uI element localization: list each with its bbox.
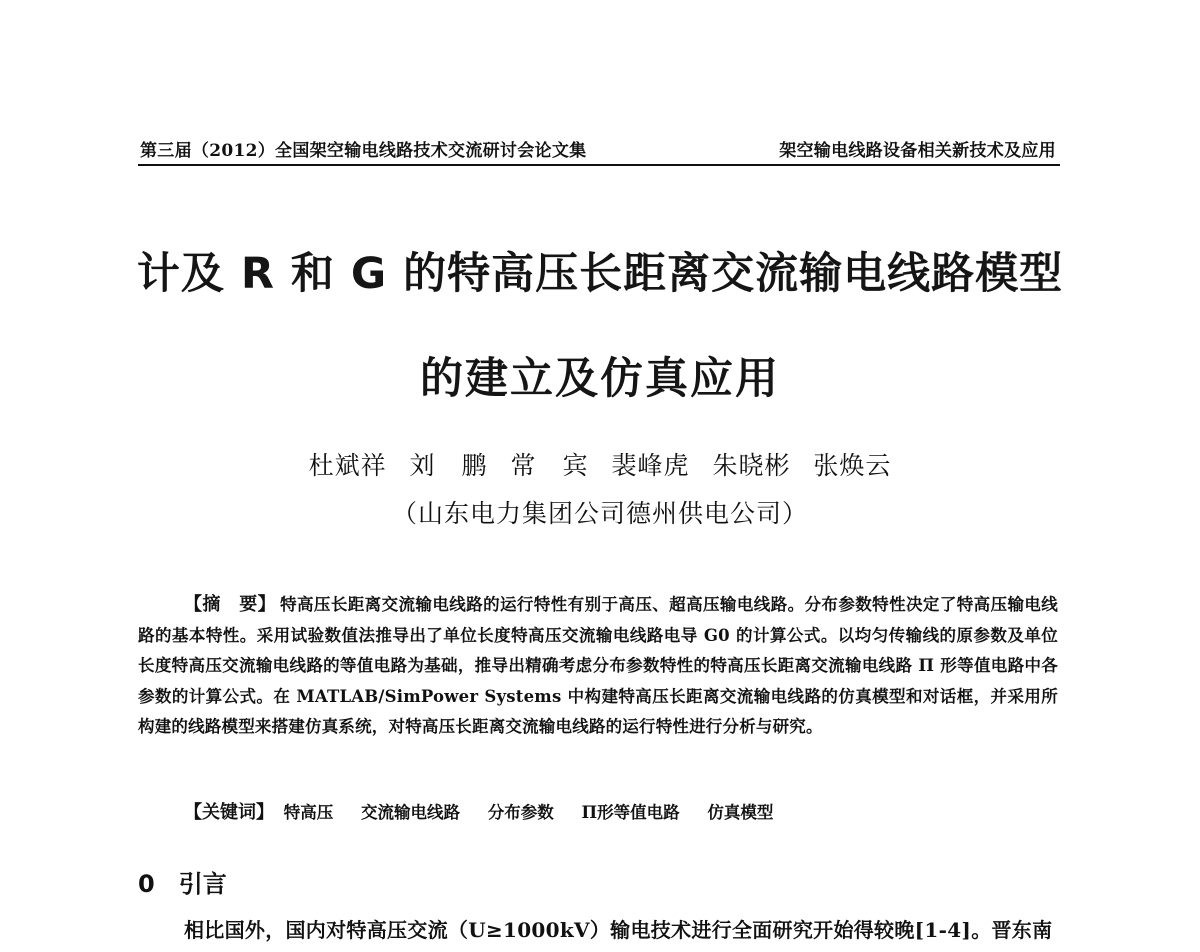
keyword: 交流输电线路 — [361, 803, 460, 822]
affiliation: （山东电力集团公司德州供电公司） — [391, 499, 808, 528]
section-heading — [138, 864, 227, 899]
author: 裴峰虎 — [611, 451, 690, 480]
body-paragraph: 相比国外，国内对特高压交流（U≥1000kV）输电技术进行全面研究开始得较晚[1-4]。晋东南 — [184, 918, 1053, 942]
keywords — [184, 798, 1064, 824]
keyword: 分布参数 — [487, 803, 554, 822]
author-list — [0, 446, 1200, 482]
keyword: 特高压 — [283, 803, 334, 822]
running-head — [138, 134, 1060, 166]
running-head-left: 第三届（2012）全国架空输电线路技术交流研讨会论文集 — [140, 141, 587, 161]
paper-title-line-1: 计及 R 和 G 的特高压长距离交流输电线路模型 — [136, 249, 1064, 299]
author: 刘 鹏 — [409, 451, 488, 480]
abstract — [138, 590, 1058, 743]
keywords-label: 【关键词】 — [184, 802, 274, 823]
keyword: Π形等值电路 — [581, 803, 680, 822]
author: 常 宾 — [510, 451, 589, 480]
author: 朱晓彬 — [712, 451, 791, 480]
abstract-text: 特高压长距离交流输电线路的运行特性有别于高压、超高压输电线路。分布参数特性决定了特高压输电线路的基本特性。采用试验数值法推导出了单位长度特高压交流输电线路电导 G0 的计算公式。以均匀传输线的原参数及单位长度特高压交流输电线路的等值电路为基础，推导出精确考虑分布参数特性的特高压长距离交流输电线路 Π 形等值电路中各参数的计算公式。在 MATLAB/SimPower Systems 中构建特高压长距离交流输电线路的仿真模型和对话框，并采用所构建的线路模型来搭建仿真系统，对特高压长距离交流输电线路的运行特性进行分析与研究。 — [138, 595, 1059, 736]
keyword: 仿真模型 — [707, 803, 774, 822]
author: 杜斌祥 — [308, 451, 387, 480]
section-number: 0 — [138, 870, 155, 898]
author: 张焕云 — [813, 451, 892, 480]
paper-title-line-2: 的建立及仿真应用 — [420, 354, 780, 404]
abstract-label: 【摘 要】 — [184, 594, 277, 615]
running-head-right: 架空输电线路设备相关新技术及应用 — [779, 141, 1056, 161]
section-title: 引言 — [178, 870, 227, 898]
